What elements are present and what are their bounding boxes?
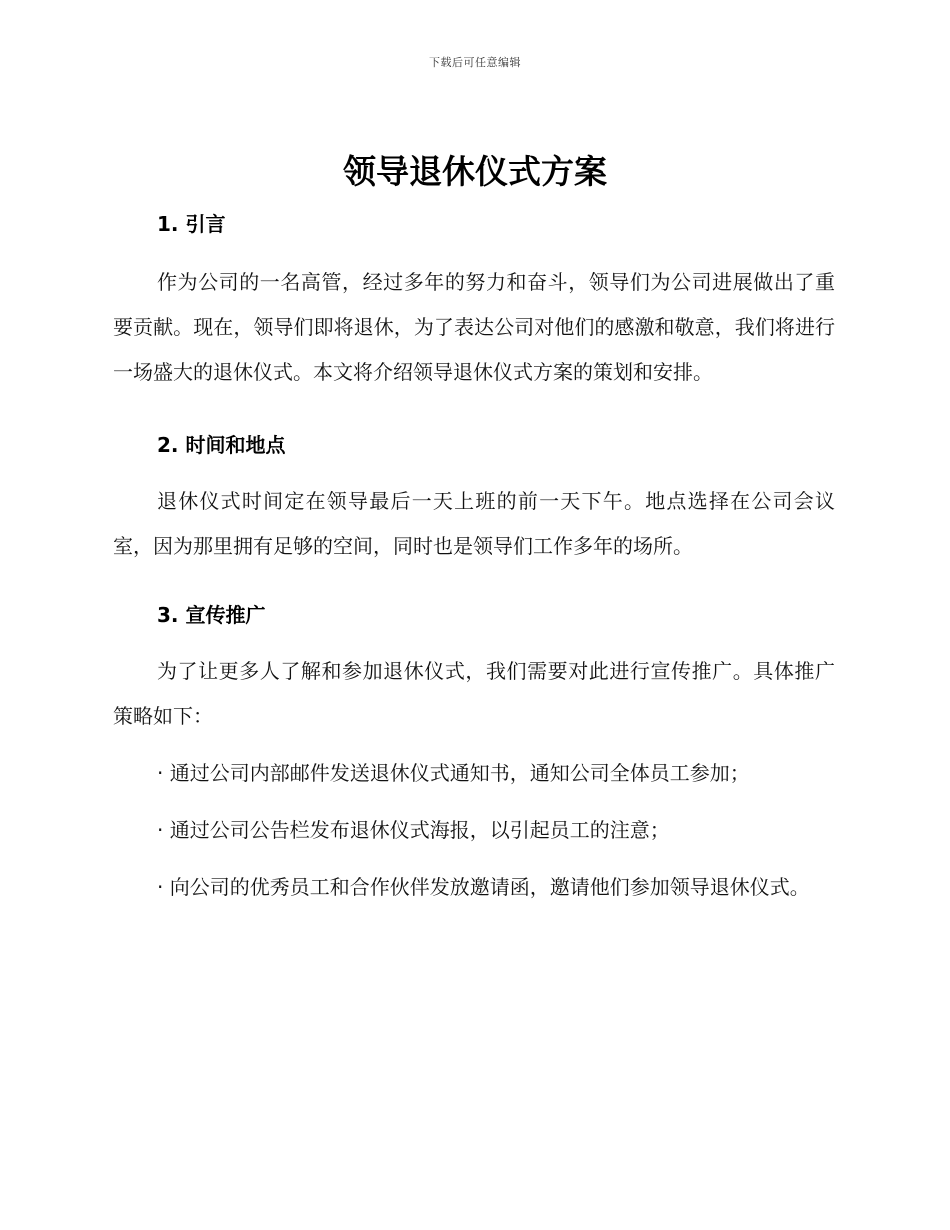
intro-paragraph: 作为公司的一名高管，经过多年的努力和奋斗，领导们为公司进展做出了重要贡献。现在，领导们即将退休，为了表达公司对他们的感激和敬意，我们将进行一场盛大的退休仪式。本文将介绍领导退休仪式方案的策划和安排。: [113, 270, 835, 384]
section-heading-intro: 1. 引言: [157, 212, 226, 236]
document-body: [113, 200, 835, 910]
list-item: · 通过公司内部邮件发送退休仪式通知书，通知公司全体员工参加；: [157, 761, 750, 785]
time-place-paragraph: 退休仪式时间定在领导最后一天上班的前一天下午。地点选择在公司会议室，因为那里拥有足够的空间，同时也是领导们工作多年的场所。: [113, 489, 835, 558]
document-title: 领导退休仪式方案: [343, 152, 607, 191]
section-heading-promotion: 3. 宣传推广: [157, 603, 266, 627]
list-item: · 通过公司公告栏发布退休仪式海报，以引起员工的注意；: [157, 818, 670, 842]
header-note: 下载后可任意编辑: [429, 56, 521, 69]
section-heading-time-place: 2. 时间和地点: [157, 433, 286, 457]
list-item: · 向公司的优秀员工和合作伙伴发放邀请函，邀请他们参加领导退休仪式。: [157, 875, 810, 899]
promotion-paragraph: 为了让更多人了解和参加退休仪式，我们需要对此进行宣传推广。具体推广策略如下：: [113, 659, 835, 728]
